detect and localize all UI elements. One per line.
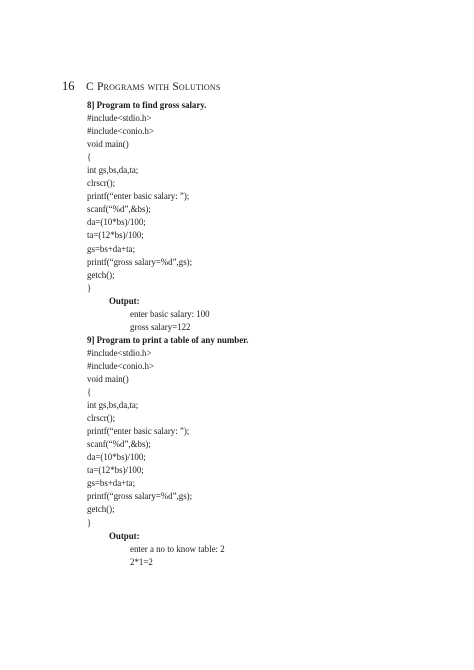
book-title: C Programs with Solutions: [86, 81, 221, 93]
code-line: printf(“gross salary=%d”,gs);: [87, 491, 193, 502]
page-body: [87, 99, 427, 569]
code-line: gs=bs+da+ta;: [87, 478, 136, 489]
program-9-heading: 9] Program to print a table of any number.: [87, 334, 249, 345]
program-9-output-line: enter a no to know table: 2: [130, 543, 225, 554]
code-line: da=(10*bs)/100;: [87, 217, 146, 228]
code-line: int gs,bs,da,ta;: [87, 400, 139, 411]
code-line: #include<conio.h>: [87, 126, 154, 137]
program-9-code: [87, 347, 427, 530]
code-line: clrscr();: [87, 178, 116, 189]
code-line: void main(): [87, 139, 129, 150]
code-line: }: [87, 517, 92, 528]
code-line: scanf(“%d”,&bs);: [87, 204, 151, 215]
code-line: {: [87, 152, 92, 163]
program-9-output-line: 2*1=2: [130, 556, 153, 567]
code-line: ta=(12*bs)/100;: [87, 230, 144, 241]
program-8-code: [87, 112, 427, 295]
program-8-output-line: gross salary=122: [130, 321, 191, 332]
code-line: {: [87, 387, 92, 398]
program-8-output-line: enter basic salary: 100: [130, 308, 210, 319]
code-line: scanf(“%d”,&bs);: [87, 439, 151, 450]
program-8-output-label: Output:: [109, 295, 140, 306]
code-line: #include<conio.h>: [87, 360, 154, 371]
code-line: clrscr();: [87, 413, 116, 424]
code-line: da=(10*bs)/100;: [87, 452, 146, 463]
page-number: 16: [62, 79, 75, 93]
code-line: getch();: [87, 269, 115, 280]
code-line: printf(“enter basic salary: ”);: [87, 426, 190, 437]
code-line: gs=bs+da+ta;: [87, 243, 136, 254]
program-8-heading: 8] Program to find gross salary.: [87, 100, 207, 110]
code-line: printf(“enter basic salary: ”);: [87, 191, 190, 202]
code-line: void main(): [87, 373, 129, 384]
code-line: ta=(12*bs)/100;: [87, 465, 144, 476]
running-head: [62, 79, 221, 95]
code-line: getch();: [87, 504, 115, 515]
program-9-output-label: Output:: [109, 530, 140, 541]
code-line: printf(“gross salary=%d”,gs);: [87, 256, 193, 267]
code-line: #include<stdio.h>: [87, 347, 152, 358]
code-line: }: [87, 282, 92, 293]
code-line: int gs,bs,da,ta;: [87, 165, 139, 176]
code-line: #include<stdio.h>: [87, 113, 152, 124]
